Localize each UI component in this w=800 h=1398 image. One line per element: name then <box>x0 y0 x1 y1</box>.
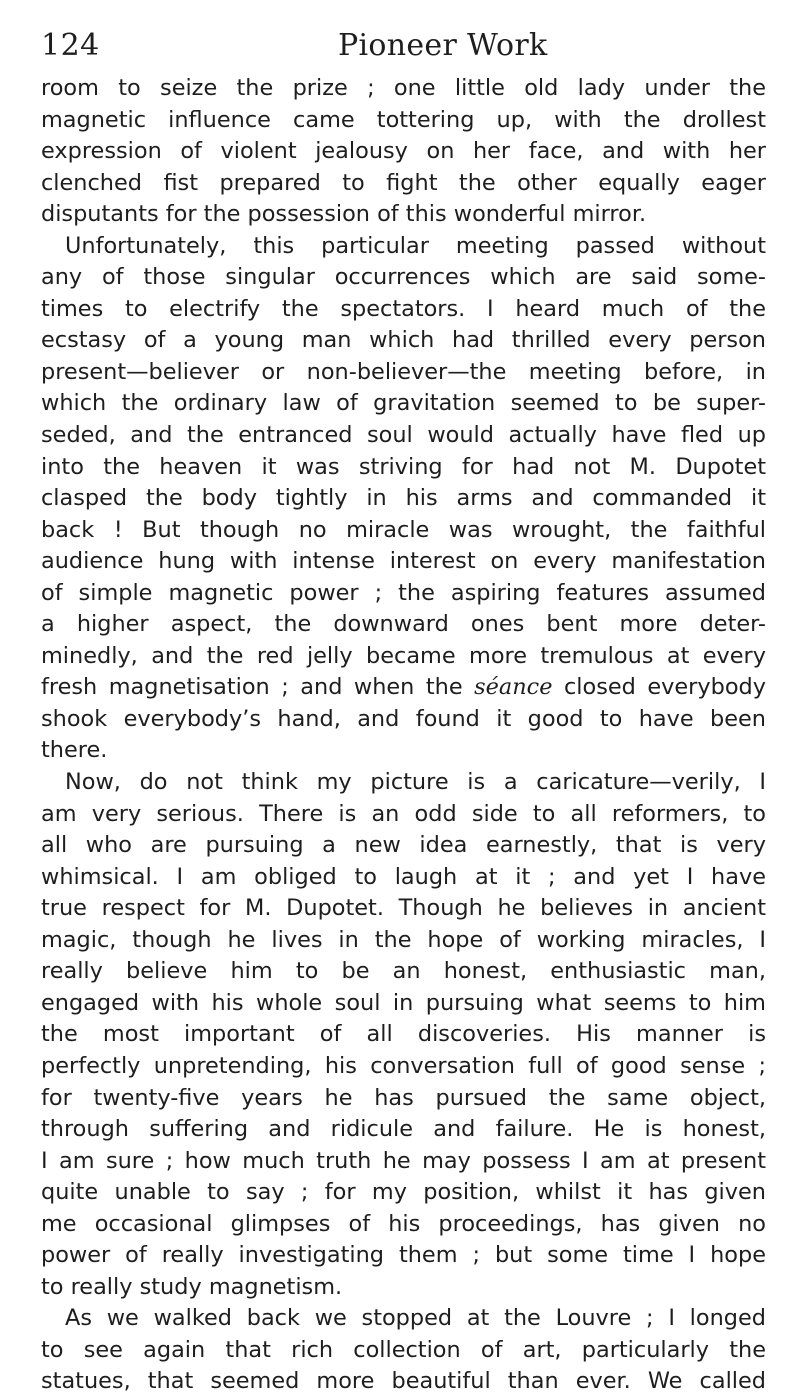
text-line: to see again that rich collection of art, particularly the <box>41 1336 766 1363</box>
text-line: there. <box>41 737 108 764</box>
text-line: disputants for the possession of this wonderful mirror. <box>41 201 647 228</box>
text-line: any of those singular occurrences which are said some- <box>41 264 766 291</box>
text-line: I am sure ; how much truth he may possess I am at present <box>41 1147 766 1174</box>
paragraph-start-line: Unfortunately, this particular meeting passed without <box>65 232 766 259</box>
text-line: engaged with his whole soul in pursuing what seems to him <box>41 989 766 1016</box>
text-line: audience hung with intense interest on every manifestation <box>41 548 766 575</box>
text-line: magnetic influence came tottering up, with the drollest <box>41 106 766 133</box>
text-line: clenched fist prepared to fight the other equally eager <box>41 169 766 196</box>
text-line: through suffering and ridicule and failure. He is honest, <box>41 1116 766 1143</box>
text-line: power of really investigating them ; but some time I hope <box>41 1242 766 1269</box>
text-line: ecstasy of a young man which had thrilled every person <box>41 327 766 354</box>
text-line: into the heaven it was striving for had not M. Dupotet <box>41 453 766 480</box>
text-line: am very serious. There is an odd side to all reformers, to <box>41 800 766 827</box>
text-line: true respect for M. Dupotet. Though he believes in ancient <box>41 895 766 922</box>
running-title: Pioneer Work <box>338 28 548 63</box>
text-line: times to electrify the spectators. I heard much of the <box>41 295 766 322</box>
text-line: statues, that seemed more beautiful than ever. We called <box>41 1368 766 1395</box>
text-line: of simple magnetic power ; the aspiring features assumed <box>41 579 766 606</box>
page-number: 124 <box>41 28 100 63</box>
paragraph-start-line: As we walked back we stopped at the Louvre ; I longed <box>65 1305 766 1332</box>
text-line-with-italic <box>41 672 766 704</box>
text-line: really believe him to be an honest, enthusiastic man, <box>41 958 766 985</box>
text-line: seded, and the entranced soul would actually have fled up <box>41 422 766 449</box>
text-line: room to seize the prize ; one little old lady under the <box>41 75 766 101</box>
text-line: expression of violent jealousy on her face, and with her <box>41 138 766 165</box>
text-line: quite unable to say ; for my position, whilst it has given <box>41 1179 766 1206</box>
text-line: minedly, and the red jelly became more tremulous at every <box>41 642 766 669</box>
text-line: a higher aspect, the downward ones bent more deter- <box>41 611 766 638</box>
text-line: clasped the body tightly in his arms and commanded it <box>41 485 766 512</box>
text-line: which the ordinary law of gravitation seemed to be super- <box>41 390 766 417</box>
text-segment: fresh magnetisation ; and when the <box>41 674 463 701</box>
page-header <box>0 26 800 66</box>
paragraph-start-line: Now, do not think my picture is a caricature—verily, I <box>65 769 766 796</box>
italic-word: séance <box>474 674 553 701</box>
text-line: me occasional glimpses of his proceedings, has given no <box>41 1210 766 1237</box>
text-line: whimsical. I am obliged to laugh at it ; and yet I have <box>41 863 766 890</box>
text-line: present—believer or non-believer—the meeting before, in <box>41 358 766 385</box>
text-line: back ! But though no miracle was wrought, the faithful <box>41 516 766 543</box>
text-line: all who are pursuing a new idea earnestly, that is very <box>41 832 766 859</box>
text-line: for twenty-five years he has pursued the same object, <box>41 1084 766 1111</box>
text-line: perfectly unpretending, his conversation full of good sense ; <box>41 1052 766 1079</box>
body-text <box>41 73 766 1398</box>
text-line: to really study magnetism. <box>41 1273 343 1300</box>
text-line: shook everybody’s hand, and found it good to have been <box>41 705 766 732</box>
text-line: magic, though he lives in the hope of working miracles, I <box>41 926 766 953</box>
text-line: the most important of all discoveries. His manner is <box>41 1021 766 1048</box>
text-segment: closed everybody <box>563 674 767 701</box>
